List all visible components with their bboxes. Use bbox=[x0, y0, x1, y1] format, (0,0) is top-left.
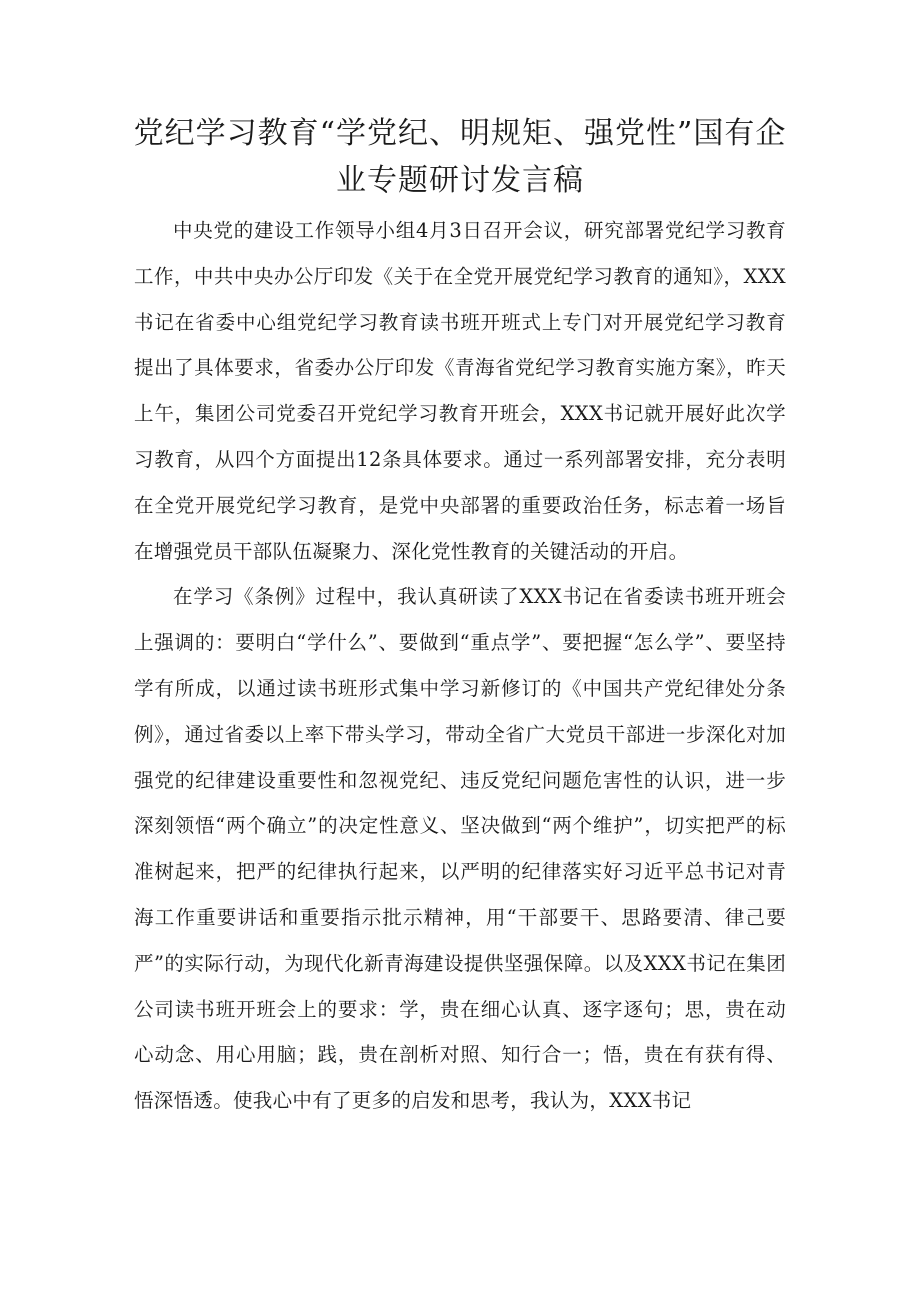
paragraph-2: 在学习《条例》过程中，我认真研读了XXX书记在省委读书班开班会上强调的：要明白“学什么”、要做到“重点学”、要把握“怎么学”、要坚持学有所成，以通过读书班形式集中学习新修订的《中国共产党纪律处分条例》，通过省委以上率下带头学习，带动全省广大党员干部进一步深化对加强党的纪律建设重要性和忽视党纪、违反党纪问题危害性的认识，进一步深刻领悟“两个确立”的决定性意义、坚决做到“两个维护”，切实把严的标准树起来，把严的纪律执行起来，以严明的纪律落实好习近平总书记对青海工作重要讲话和重要指示批示精神，用“干部要干、思路要清、律己要严”的实际行动，为现代化新青海建设提供坚强保障。以及XXX书记在集团公司读书班开班会上的要求：学，贵在细心认真、逐字逐句；思，贵在动心动念、用心用脑；践，贵在剖析对照、知行合一；悟，贵在有获有得、悟深悟透。使我心中有了更多的启发和思考，我认为，XXX书记 bbox=[134, 585, 786, 1113]
paragraph-1: 中央党的建设工作领导小组4月3日召开会议，研究部署党纪学习教育工作，中共中央办公厅印发《关于在全党开展党纪学习教育的通知》，XXX书记在省委中心组党纪学习教育读书班开班式上专门对开展党纪学习教育提出了具体要求，省委办公厅印发《青海省党纪学习教育实施方案》，昨天上午，集团公司党委召开党纪学习教育开班会，XXX书记就开展好此次学习教育，从四个方面提出12条具体要求。通过一系列部署安排，充分表明在全党开展党纪学习教育，是党中央部署的重要政治任务，标志着一场旨在增强党员干部队伍凝聚力、深化党性教育的关键活动的开启。 bbox=[134, 219, 786, 563]
document-body bbox=[134, 208, 786, 1124]
document-title: 党纪学习教育“学党纪、明规矩、强党性”国有企业专题研讨发言稿 bbox=[133, 116, 787, 198]
